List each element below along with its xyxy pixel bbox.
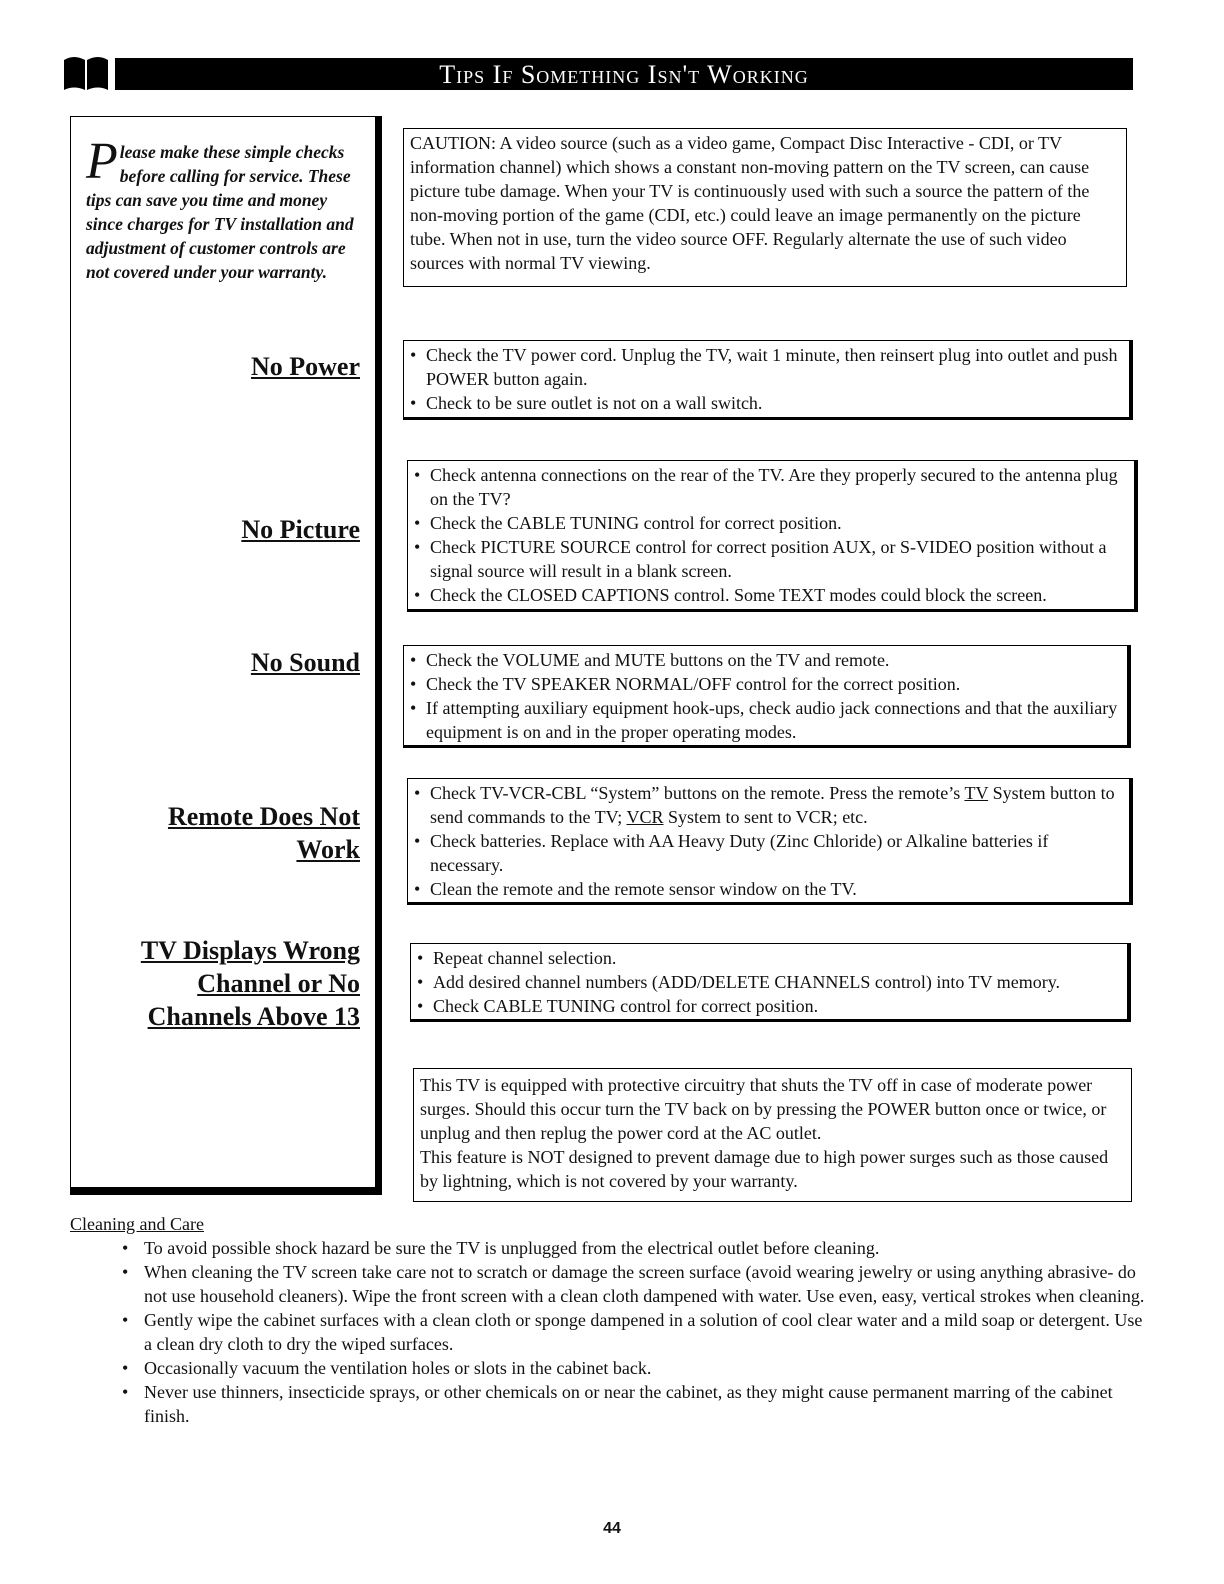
list-item: • Check the CLOSED CAPTIONS control. Some TEXT modes could block the screen. (414, 583, 1128, 607)
list-item: • Clean the remote and the remote sensor window on the TV. (414, 877, 1123, 901)
caution-box: CAUTION: A video source (such as a video game, Compact Disc Interactive - CDI, or TV information channel) which shows a constant non-moving pattern on the TV screen, can cause picture tube damage. When your TV is continuously used with such a source the pattern of the non-moving portion of the game (CDI, etc.) could leave an image permanently on the picture tube. When not in use, turn the video source OFF. Regularly alternate the use of such video sources with normal TV viewing. (403, 128, 1127, 287)
text: Check TV-VCR-CBL “System” buttons on the remote. Press the remote’s (430, 783, 965, 803)
no-sound-box (403, 645, 1131, 748)
surge-text: This TV is equipped with protective circuitry that shuts the TV off in case of moderate power surges. Should this occur turn the TV back on by pressing the POWER button once or twice, or unplug and then replug the power cord at the AC outlet. (420, 1075, 1107, 1143)
list-item: • Occasionally vacuum the ventilation holes or slots in the cabinet back. (122, 1356, 1150, 1380)
text: VCR (626, 807, 664, 827)
heading-line: Work (296, 835, 360, 864)
cleaning-heading: Cleaning and Care (70, 1214, 204, 1234)
list-item: • Check the TV power cord. Unplug the TV, wait 1 minute, then reinsert plug into outlet and push POWER button again. (410, 343, 1123, 391)
drop-cap: P (86, 133, 118, 190)
book-icon (62, 54, 110, 92)
heading-line: Channel or No (197, 969, 360, 998)
list-item: • Gently wipe the cabinet surfaces with a clean cloth or sponge dampened in a solution of cool clear water and a mild soap or detergent. Use a clean dry cloth to dry the wiped surfaces. (122, 1308, 1150, 1356)
heading-remote (168, 800, 360, 866)
list-item: • Repeat channel selection. (417, 946, 1121, 970)
page-number: 44 (603, 1520, 621, 1537)
list-item: • Check the TV SPEAKER NORMAL/OFF control for the correct position. (410, 672, 1121, 696)
no-power-box (403, 340, 1133, 420)
list-item: • Check to be sure outlet is not on a wall switch. (410, 391, 1123, 415)
surge-text: This feature is NOT designed to prevent damage due to high power surges such as those caused by lightning, which is not covered by your warranty. (420, 1147, 1109, 1191)
list-item: • If attempting auxiliary equipment hook-ups, check audio jack connections and that the auxiliary equipment is on and in the proper operating modes. (410, 696, 1121, 744)
list-item: • Check the VOLUME and MUTE buttons on the TV and remote. (410, 648, 1121, 672)
list-item: • Check the CABLE TUNING control for correct position. (414, 511, 1128, 535)
list-item: • Check CABLE TUNING control for correct position. (417, 994, 1121, 1018)
no-picture-box (407, 460, 1138, 612)
heading-line: Channels Above 13 (147, 1002, 360, 1031)
list-item (414, 781, 1123, 829)
heading-line: Remote Does Not (167, 802, 360, 831)
text: System to sent to VCR; etc. (663, 807, 868, 827)
list-item: • Check PICTURE SOURCE control for correct position AUX, or S-VIDEO position without a signal source will result in a blank screen. (414, 535, 1128, 583)
heading-no-sound: No Sound (250, 648, 360, 677)
surge-box (413, 1068, 1132, 1202)
text: TV (964, 783, 989, 803)
list-item: • Check antenna connections on the rear of the TV. Are they properly secured to the antenna plug on the TV? (414, 463, 1128, 511)
page-title: Tips If Something Isn't Working (115, 58, 1133, 90)
cleaning-section (70, 1212, 1150, 1428)
list-item: • When cleaning the TV screen take care not to scratch or damage the screen surface (avoid wearing jewelry or using anything abrasive- do not use household cleaners). Wipe the front screen with a clean cloth dampened with water. Use even, easy, vertical strokes when cleaning. (122, 1260, 1150, 1308)
list-item: • Never use thinners, insecticide sprays, or other chemicals on or near the cabinet, as they might cause permanent marring of the cabinet finish. (122, 1380, 1150, 1428)
channels-box (410, 943, 1131, 1022)
intro-text (86, 133, 366, 284)
list-item: • Add desired channel numbers (ADD/DELETE CHANNELS control) into TV memory. (417, 970, 1121, 994)
heading-no-picture: No Picture (241, 515, 360, 544)
remote-box (407, 778, 1133, 905)
list-item: • Check batteries. Replace with AA Heavy Duty (Zinc Chloride) or Alkaline batteries if necessary. (414, 829, 1123, 877)
list-item: • To avoid possible shock hazard be sure the TV is unplugged from the electrical outlet before cleaning. (122, 1236, 1150, 1260)
heading-channels (141, 934, 360, 1033)
intro-body: lease make these simple checks before calling for service. These tips can save you time and money since charges for TV installation and adjustment of customer controls are not covered under your warranty. (86, 142, 354, 282)
text: System button to send commands to the TV; (430, 783, 1115, 827)
heading-no-power: No Power (250, 352, 360, 381)
heading-line: TV Displays Wrong (140, 936, 360, 965)
